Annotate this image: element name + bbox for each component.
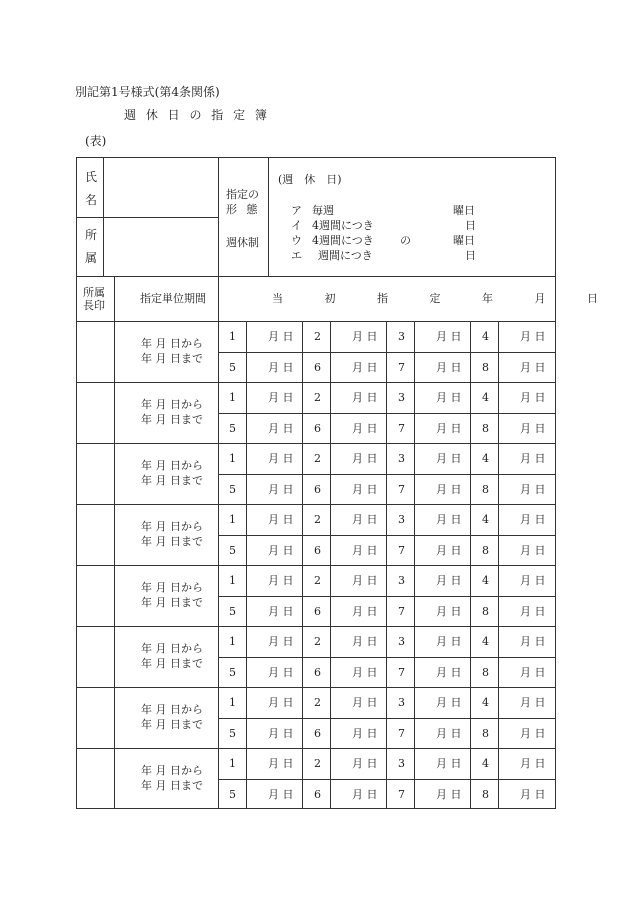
designation-number: 3 [398, 757, 405, 770]
designation-number: 2 [314, 574, 321, 587]
system-label: 週休制 [226, 236, 259, 249]
designation-date: 月 日 [520, 788, 546, 801]
designation-number: 3 [398, 574, 405, 587]
designation-date: 月 日 [436, 452, 462, 465]
dept-label: 所 [85, 228, 98, 242]
designation-number: 6 [314, 666, 321, 679]
holiday-label: (週 休 日) [278, 173, 342, 186]
period-to: 年 月 日まで [141, 474, 203, 487]
designation-date: 月 日 [268, 635, 294, 648]
designation-date: 月 日 [520, 696, 546, 709]
designation-number: 7 [398, 666, 405, 679]
option-tail-c: 曜日 [453, 234, 475, 247]
designation-date: 月 日 [352, 696, 378, 709]
designation-number: 7 [398, 544, 405, 557]
designation-date: 月 日 [436, 422, 462, 435]
form-type-label: 指定の [226, 188, 259, 201]
designation-date: 月 日 [520, 544, 546, 557]
period-to: 年 月 日まで [141, 718, 203, 731]
designation-number: 2 [314, 452, 321, 465]
designation-number: 1 [229, 452, 236, 465]
designation-number: 8 [482, 788, 489, 801]
seal-column-label-2: 長印 [83, 299, 105, 312]
designation-date: 月 日 [520, 757, 546, 770]
designation-number: 8 [482, 422, 489, 435]
designation-date: 月 日 [520, 361, 546, 374]
period-to: 年 月 日まで [141, 596, 203, 609]
designation-number: 6 [314, 788, 321, 801]
designation-date: 月 日 [436, 544, 462, 557]
designation-number: 5 [229, 788, 236, 801]
designation-date: 月 日 [268, 574, 294, 587]
designation-number: 5 [229, 483, 236, 496]
designation-number: 1 [229, 635, 236, 648]
designation-number: 8 [482, 361, 489, 374]
option-mark-b: イ [291, 219, 302, 232]
designation-number: 6 [314, 422, 321, 435]
designation-number: 3 [398, 513, 405, 526]
designation-number: 6 [314, 361, 321, 374]
initial-date-column-label: 当 初 指 定 年 月 日 [272, 292, 617, 305]
designation-date: 月 日 [268, 757, 294, 770]
designation-date: 月 日 [520, 666, 546, 679]
option-mark-a: ア [291, 204, 302, 217]
designation-date: 月 日 [520, 574, 546, 587]
designation-number: 1 [229, 330, 236, 343]
option-tail-a: 曜日 [453, 204, 475, 217]
page-title: 週 休 日 の 指 定 簿 [124, 108, 270, 122]
designation-number: 4 [482, 330, 489, 343]
designation-date: 月 日 [436, 788, 462, 801]
designation-date: 月 日 [352, 452, 378, 465]
designation-date: 月 日 [268, 696, 294, 709]
designation-number: 3 [398, 696, 405, 709]
period-to: 年 月 日まで [141, 657, 203, 670]
designation-number: 4 [482, 757, 489, 770]
designation-number: 2 [314, 391, 321, 404]
designation-number: 1 [229, 513, 236, 526]
designation-number: 2 [314, 757, 321, 770]
designation-number: 5 [229, 544, 236, 557]
designation-date: 月 日 [520, 391, 546, 404]
designation-date: 月 日 [352, 727, 378, 740]
side-label: (表) [85, 134, 107, 148]
designation-date: 月 日 [352, 666, 378, 679]
period-to: 年 月 日まで [141, 413, 203, 426]
option-text-c: 4週間につき [312, 234, 374, 247]
period-from: 年 月 日から [141, 337, 203, 350]
designation-number: 8 [482, 544, 489, 557]
designation-date: 月 日 [352, 757, 378, 770]
period-to: 年 月 日まで [141, 352, 203, 365]
designation-date: 月 日 [268, 391, 294, 404]
designation-date: 月 日 [520, 635, 546, 648]
seal-column-label: 所属 [83, 286, 105, 299]
designation-date: 月 日 [436, 361, 462, 374]
period-to: 年 月 日まで [141, 535, 203, 548]
designation-number: 2 [314, 635, 321, 648]
name-label: 氏 [85, 170, 98, 184]
dept-label-2: 属 [85, 251, 98, 265]
option-mark-c: ウ [291, 234, 302, 247]
period-to: 年 月 日まで [141, 779, 203, 792]
period-column-label: 指定単位期間 [140, 292, 206, 305]
designation-date: 月 日 [436, 757, 462, 770]
designation-date: 月 日 [520, 727, 546, 740]
designation-date: 月 日 [352, 483, 378, 496]
designation-number: 7 [398, 361, 405, 374]
designation-number: 3 [398, 330, 405, 343]
designation-date: 月 日 [268, 452, 294, 465]
period-from: 年 月 日から [141, 764, 203, 777]
period-from: 年 月 日から [141, 459, 203, 472]
period-from: 年 月 日から [141, 398, 203, 411]
designation-number: 6 [314, 483, 321, 496]
designation-number: 4 [482, 635, 489, 648]
designation-date: 月 日 [268, 727, 294, 740]
designation-number: 1 [229, 757, 236, 770]
designation-number: 3 [398, 391, 405, 404]
designation-number: 4 [482, 696, 489, 709]
designation-date: 月 日 [436, 635, 462, 648]
designation-number: 8 [482, 727, 489, 740]
designation-number: 4 [482, 452, 489, 465]
designation-number: 6 [314, 727, 321, 740]
designation-date: 月 日 [268, 513, 294, 526]
designation-date: 月 日 [436, 574, 462, 587]
option-mark-d: エ [291, 249, 302, 262]
designation-date: 月 日 [352, 574, 378, 587]
designation-date: 月 日 [268, 788, 294, 801]
designation-number: 4 [482, 513, 489, 526]
designation-date: 月 日 [520, 513, 546, 526]
designation-date: 月 日 [436, 666, 462, 679]
period-from: 年 月 日から [141, 703, 203, 716]
designation-date: 月 日 [352, 422, 378, 435]
designation-number: 1 [229, 391, 236, 404]
designation-date: 月 日 [436, 605, 462, 618]
designation-number: 6 [314, 544, 321, 557]
designation-number: 1 [229, 696, 236, 709]
designation-number: 6 [314, 605, 321, 618]
designation-date: 月 日 [352, 635, 378, 648]
option-tail-b: 日 [465, 219, 476, 232]
designation-date: 月 日 [520, 330, 546, 343]
designation-number: 1 [229, 574, 236, 587]
designation-date: 月 日 [352, 330, 378, 343]
designation-date: 月 日 [268, 361, 294, 374]
designation-date: 月 日 [436, 330, 462, 343]
designation-date: 月 日 [436, 696, 462, 709]
designation-date: 月 日 [268, 544, 294, 557]
designation-date: 月 日 [436, 727, 462, 740]
designation-date: 月 日 [352, 605, 378, 618]
designation-date: 月 日 [268, 483, 294, 496]
designation-number: 7 [398, 605, 405, 618]
designation-number: 7 [398, 483, 405, 496]
designation-date: 月 日 [268, 330, 294, 343]
option-tail-d: 日 [465, 249, 476, 262]
designation-date: 月 日 [268, 422, 294, 435]
period-from: 年 月 日から [141, 642, 203, 655]
designation-date: 月 日 [352, 513, 378, 526]
designation-number: 5 [229, 727, 236, 740]
period-from: 年 月 日から [141, 581, 203, 594]
designation-number: 5 [229, 422, 236, 435]
designation-number: 5 [229, 361, 236, 374]
form-reference: 別記第1号様式(第4条関係) [75, 85, 220, 99]
designation-number: 4 [482, 391, 489, 404]
designation-number: 2 [314, 513, 321, 526]
designation-date: 月 日 [268, 666, 294, 679]
designation-number: 3 [398, 635, 405, 648]
designation-date: 月 日 [520, 605, 546, 618]
designation-date: 月 日 [352, 361, 378, 374]
designation-number: 3 [398, 452, 405, 465]
option-text-d: 週間につき [318, 249, 373, 262]
option-text-b: 4週間につき [312, 219, 374, 232]
designation-number: 2 [314, 696, 321, 709]
option-mid-c: の [400, 234, 411, 247]
option-text-a: 毎週 [312, 204, 334, 217]
designation-number: 5 [229, 666, 236, 679]
designation-date: 月 日 [520, 483, 546, 496]
form-type-label-2: 形 態 [226, 203, 261, 216]
designation-date: 月 日 [268, 605, 294, 618]
designation-number: 7 [398, 727, 405, 740]
name-label-2: 名 [85, 193, 98, 207]
designation-number: 8 [482, 605, 489, 618]
designation-date: 月 日 [352, 391, 378, 404]
designation-date: 月 日 [352, 544, 378, 557]
designation-date: 月 日 [436, 483, 462, 496]
designation-date: 月 日 [436, 513, 462, 526]
designation-number: 2 [314, 330, 321, 343]
designation-number: 8 [482, 483, 489, 496]
designation-number: 5 [229, 605, 236, 618]
designation-date: 月 日 [520, 452, 546, 465]
designation-number: 4 [482, 574, 489, 587]
designation-number: 7 [398, 422, 405, 435]
designation-date: 月 日 [352, 788, 378, 801]
designation-number: 7 [398, 788, 405, 801]
designation-number: 8 [482, 666, 489, 679]
period-from: 年 月 日から [141, 520, 203, 533]
designation-date: 月 日 [520, 422, 546, 435]
designation-date: 月 日 [436, 391, 462, 404]
